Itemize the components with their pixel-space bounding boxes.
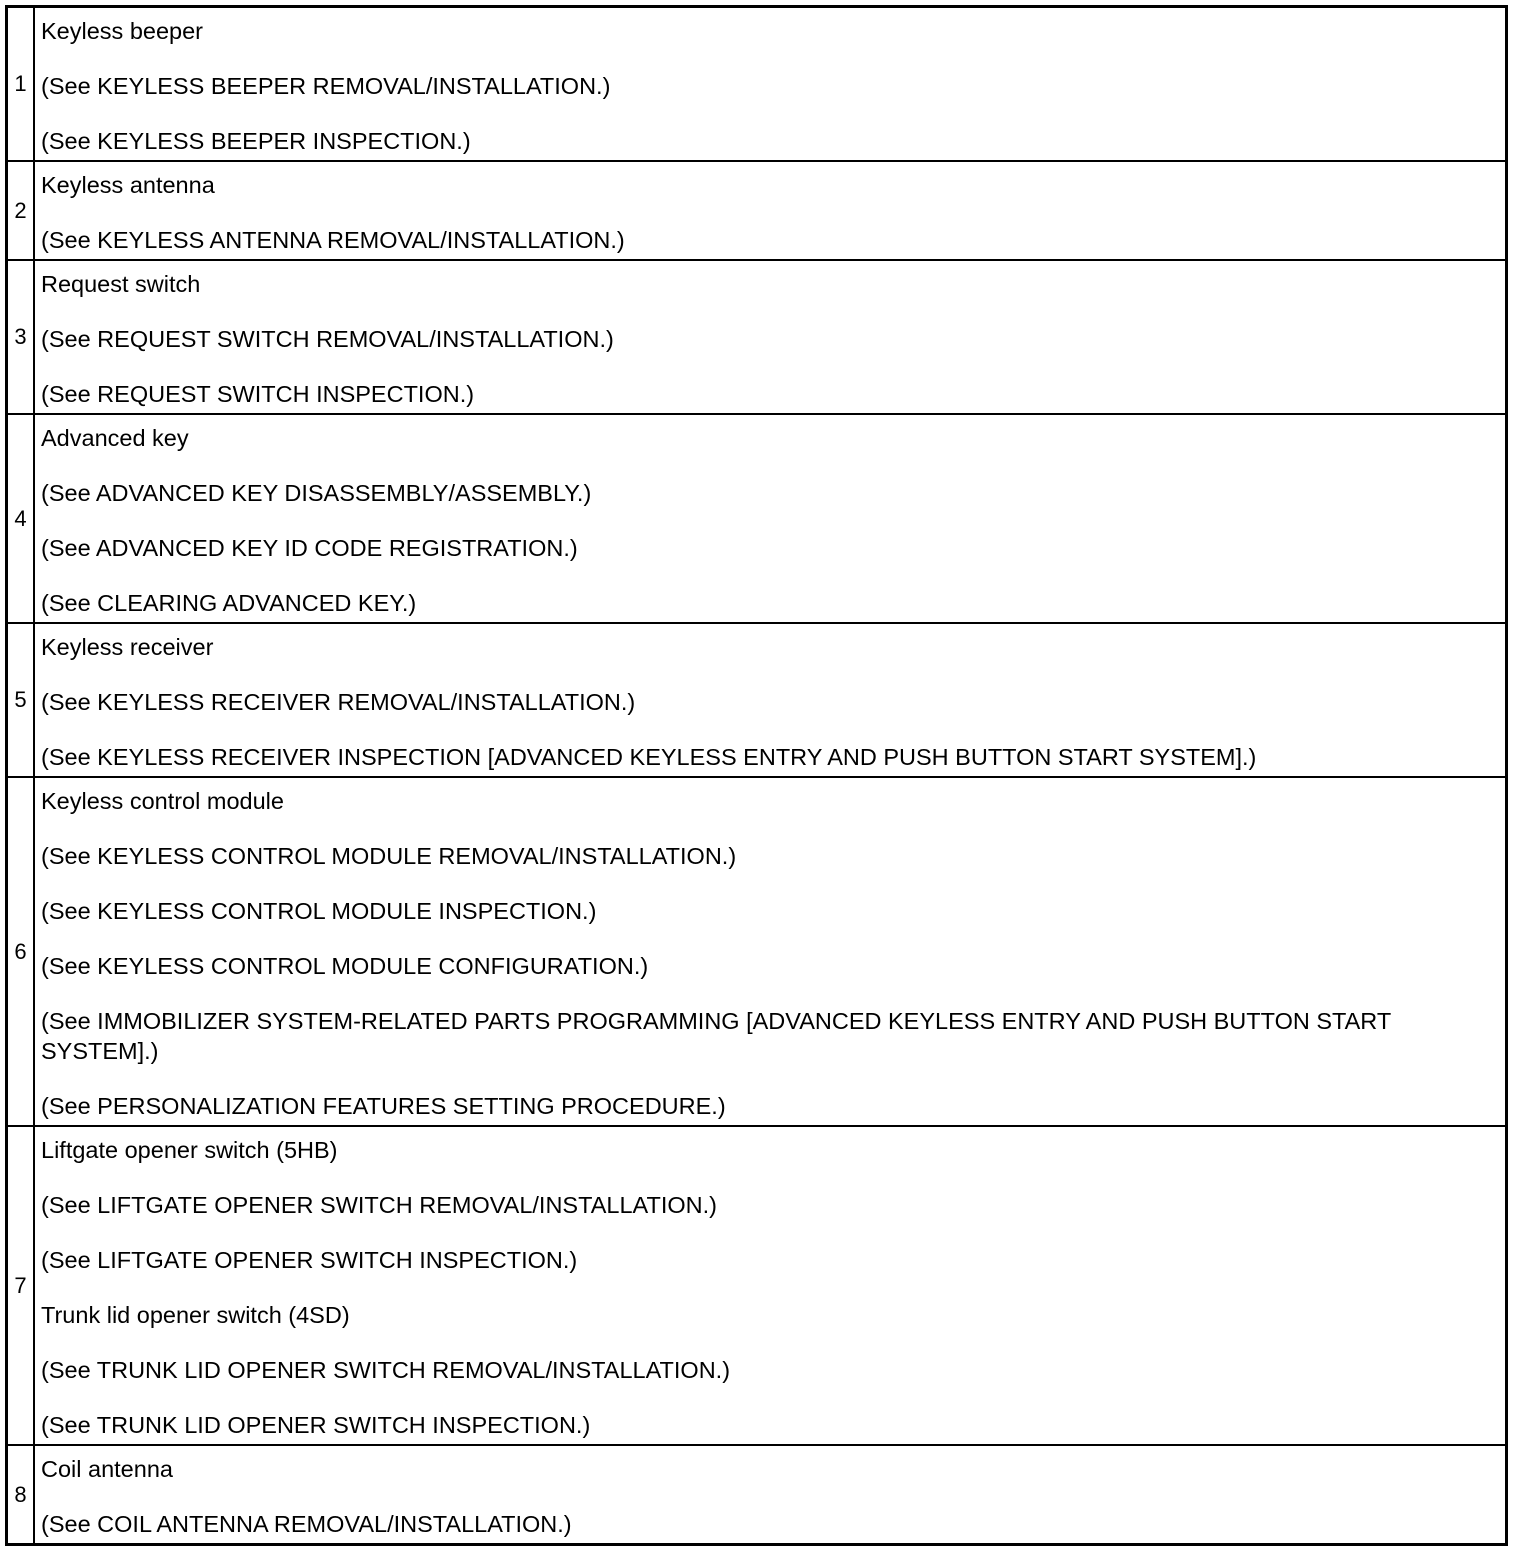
reference-link[interactable]: (See REQUEST SWITCH INSPECTION.) (41, 381, 475, 407)
reference-link[interactable]: (See KEYLESS CONTROL MODULE CONFIGURATION.) (41, 953, 649, 979)
row-content (34, 623, 1507, 777)
row-number: 2 (7, 161, 35, 260)
parts-table-body (7, 7, 1507, 1545)
row-number: 5 (7, 623, 35, 777)
reference-link[interactable]: (See TRUNK LID OPENER SWITCH INSPECTION.) (41, 1412, 591, 1438)
reference-link[interactable]: (See ADVANCED KEY ID CODE REGISTRATION.) (41, 535, 578, 561)
part-name: Keyless antenna (41, 172, 215, 198)
row-content (34, 260, 1507, 414)
part-name: Advanced key (41, 425, 189, 451)
part-name: Coil antenna (41, 1456, 173, 1482)
row-number: 7 (7, 1126, 35, 1445)
table-row (7, 623, 1507, 777)
table-row (7, 1126, 1507, 1445)
reference-link[interactable]: (See REQUEST SWITCH REMOVAL/INSTALLATION.) (41, 326, 614, 352)
reference-link[interactable]: (See KEYLESS BEEPER INSPECTION.) (41, 128, 471, 154)
row-number: 4 (7, 414, 35, 623)
reference-link[interactable]: (See KEYLESS ANTENNA REMOVAL/INSTALLATION.) (41, 227, 625, 253)
reference-link[interactable]: (See LIFTGATE OPENER SWITCH INSPECTION.) (41, 1247, 578, 1273)
reference-link[interactable]: (See PERSONALIZATION FEATURES SETTING PROCEDURE.) (41, 1093, 726, 1119)
row-content (34, 1445, 1507, 1545)
row-content (34, 777, 1507, 1126)
table-row (7, 414, 1507, 623)
part-name: Liftgate opener switch (5HB) (41, 1137, 338, 1163)
reference-link[interactable]: (See KEYLESS CONTROL MODULE INSPECTION.) (41, 898, 597, 924)
table-row (7, 1445, 1507, 1545)
part-name: Request switch (41, 271, 201, 297)
reference-link[interactable]: (See LIFTGATE OPENER SWITCH REMOVAL/INSTALLATION.) (41, 1192, 717, 1218)
table-row (7, 161, 1507, 260)
reference-link[interactable]: (See KEYLESS CONTROL MODULE REMOVAL/INSTALLATION.) (41, 843, 737, 869)
reference-link[interactable]: (See KEYLESS BEEPER REMOVAL/INSTALLATION.) (41, 73, 611, 99)
part-name: Keyless receiver (41, 634, 214, 660)
reference-link[interactable]: (See IMMOBILIZER SYSTEM-RELATED PARTS PROGRAMMING [ADVANCED KEYLESS ENTRY AND PUSH BUTTON START SYSTEM].) (41, 1008, 1391, 1064)
row-content (34, 414, 1507, 623)
part-name: Keyless control module (41, 788, 284, 814)
parts-reference-table (5, 5, 1508, 1546)
reference-link[interactable]: (See KEYLESS RECEIVER REMOVAL/INSTALLATION.) (41, 689, 636, 715)
reference-link[interactable]: (See COIL ANTENNA REMOVAL/INSTALLATION.) (41, 1511, 572, 1537)
row-number: 1 (7, 7, 35, 162)
reference-link[interactable]: (See KEYLESS RECEIVER INSPECTION [ADVANCED KEYLESS ENTRY AND PUSH BUTTON START SYSTEM].) (41, 744, 1257, 770)
table-row (7, 260, 1507, 414)
part-name: Keyless beeper (41, 18, 203, 44)
table-row (7, 7, 1507, 162)
reference-link[interactable]: (See CLEARING ADVANCED KEY.) (41, 590, 417, 616)
row-content (34, 7, 1507, 162)
row-content (34, 161, 1507, 260)
part-name: Trunk lid opener switch (4SD) (41, 1302, 350, 1328)
reference-link[interactable]: (See ADVANCED KEY DISASSEMBLY/ASSEMBLY.) (41, 480, 592, 506)
row-number: 3 (7, 260, 35, 414)
row-number: 8 (7, 1445, 35, 1545)
row-number: 6 (7, 777, 35, 1126)
reference-link[interactable]: (See TRUNK LID OPENER SWITCH REMOVAL/INSTALLATION.) (41, 1357, 731, 1383)
row-content (34, 1126, 1507, 1445)
table-row (7, 777, 1507, 1126)
